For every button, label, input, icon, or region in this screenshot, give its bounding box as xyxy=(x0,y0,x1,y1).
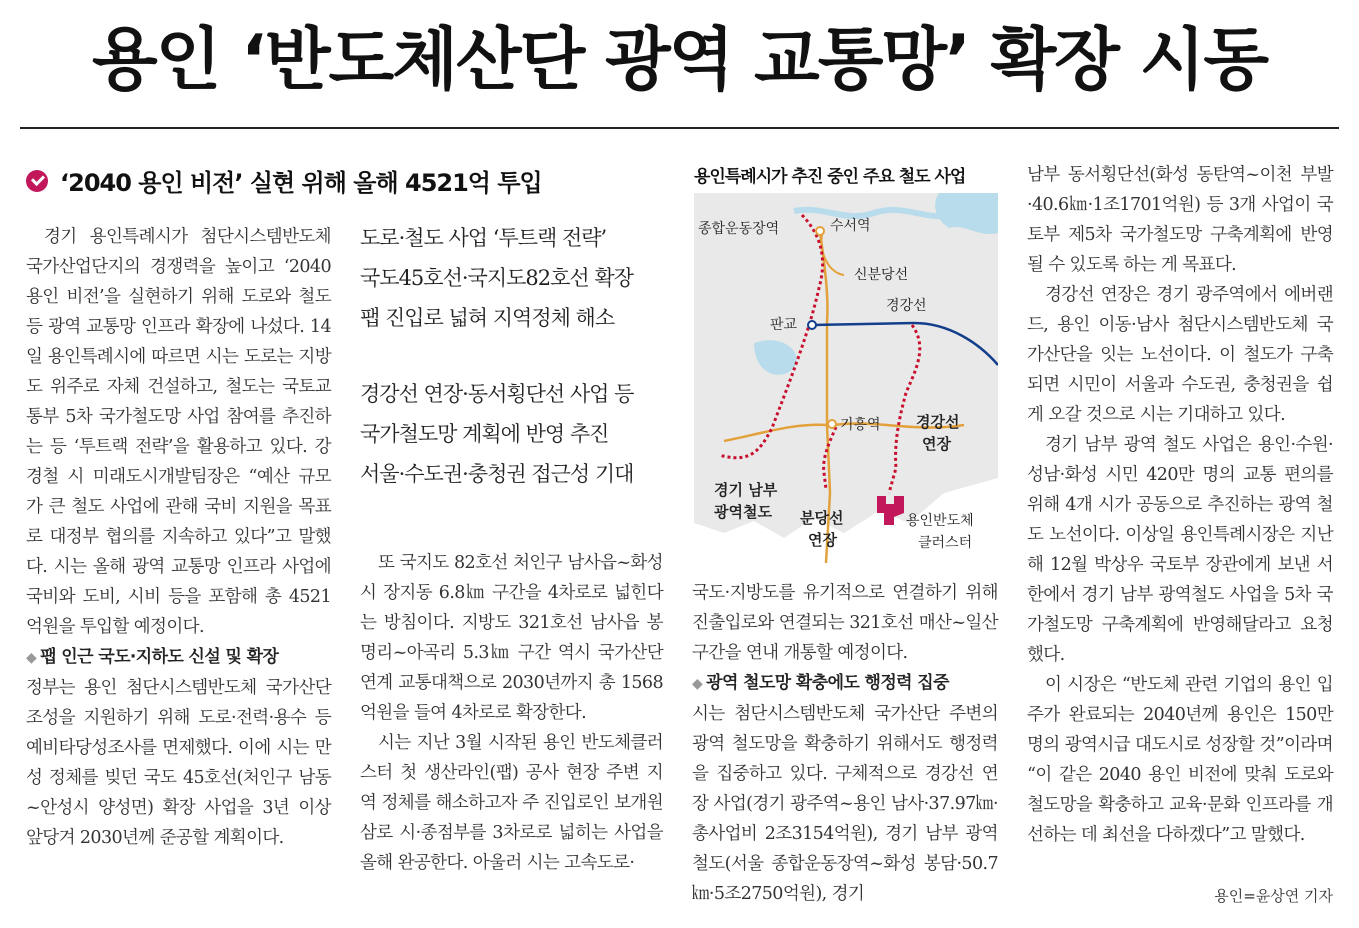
label-pangyo: 판교 xyxy=(770,317,798,333)
column-4 xyxy=(1027,160,1333,850)
byline: 용인=윤상연 기자 xyxy=(1214,887,1333,905)
pull-quote-line: 팹 진입로 넓혀 지역정체 해소 xyxy=(360,306,615,330)
pull-quote-line: 국가철도망 계획에 반영 추진 xyxy=(360,422,609,446)
label-gyeonggang-ext-2: 연장 xyxy=(922,435,951,453)
paragraph: 경강선 연장은 경기 광주역에서 에버랜드, 용인 이동·남사 첨단시스템반도체 국가산단을 잇는 노선이다. 이 철도가 구축되면 시민이 서울과 수도권, 충청권을 쉽게 오갈 것으로 시는 기대하고 있다. xyxy=(1027,285,1333,425)
label-giheung: 기흥역 xyxy=(840,417,881,433)
label-cluster-2: 클러스터 xyxy=(918,535,973,551)
pull-quote-2 xyxy=(360,374,665,494)
label-bundang-ext-2: 연장 xyxy=(808,531,837,549)
paragraph: 경기 남부 광역 철도 사업은 용인·수원·성남·화성 시민 420만 명의 교통 편의를 위해 4개 시가 공동으로 추진하는 광역 철도 노선이다. 이상일 용인특례시장은 지난해 12월 박상우 국토부 장관에게 보낸 서한에서 경기 남부 광역철도 사업을 5차 국가철도망 구축계획에 반영해달라고 요청했다. xyxy=(1027,435,1333,665)
label-suseo: 수서역 xyxy=(830,218,871,234)
giheung-station-icon xyxy=(828,420,836,428)
rail-map-svg xyxy=(694,193,998,567)
headline: 용인 ‘반도체산단 광역 교통망’ 확장 시동 xyxy=(91,21,1268,100)
pull-quote-line: 경강선 연장·동서횡단선 사업 등 xyxy=(360,382,634,406)
section-subhead: ◆ 광역 철도망 확충에도 행정력 집중 xyxy=(692,668,998,699)
paragraph: 또 국지도 82호선 처인구 남사읍~화성시 장지동 6.8㎞ 구간을 4차로로 넓힌다는 방침이다. 지방도 321호선 남사읍 봉명리~아곡리 5.3㎞ 구간 역시 국가산단 연계 교통대책으로 2030년까지 총 1568억원을 들여 4차로로 확장한다. xyxy=(360,553,663,723)
map-title: 용인특례시가 추진 중인 주요 철도 사업 xyxy=(694,167,966,187)
paragraph: 남부 동서횡단선(화성 동탄역~이천 부발·40.6㎞·1조1701억원) 등 3개 사업이 국토부 제5차 국가철도망 구축계획에 반영될 수 있도록 하는 게 목표다. xyxy=(1027,165,1333,275)
label-sports-complex: 종합운동장역 xyxy=(698,221,780,237)
pull-quote-line: 도로·철도 사업 ‘투트랙 전략’ xyxy=(360,226,607,250)
label-sinbundang: 신분당선 xyxy=(854,267,909,283)
column-1 xyxy=(26,222,331,853)
suseo-station-icon xyxy=(816,227,824,235)
headline-rule xyxy=(20,127,1339,129)
column-3 xyxy=(692,578,998,909)
pull-quote-line: 서울·수도권·충청권 접근성 기대 xyxy=(360,462,634,486)
subhead-text: ‘2040 용인 비전’ 실현 위해 올해 4521억 투입 xyxy=(60,169,542,197)
label-south-rail-1: 경기 남부 xyxy=(714,481,778,499)
paragraph: 정부는 용인 첨단시스템반도체 국가산단 조성을 지원하기 위해 도로·전력·용수 등 예비타당성조사를 면제했다. 이에 시는 만성 정체를 빚던 국도 45호선(처인구 남동~안성시 양성면) 확장 사업을 3년 이상 앞당겨 2030년께 준공할 계획이다. xyxy=(26,678,331,848)
label-gyeonggang-ext-1: 경강선 xyxy=(916,413,960,431)
label-south-rail-2: 광역철도 xyxy=(714,503,772,521)
check-icon xyxy=(26,170,48,192)
paragraph: 국도·지방도를 유기적으로 연결하기 위해 진출입로와 연결되는 321호선 매산~일산 구간을 연내 개통할 예정이다. xyxy=(692,583,998,663)
label-cluster-1: 용인반도체 xyxy=(906,513,974,529)
label-bundang-ext-1: 분당선 xyxy=(800,509,844,527)
paragraph: 시는 첨단시스템반도체 국가산단 주변의 광역 철도망을 확충하기 위해서도 행정력을 집중하고 있다. 구체적으로 경강선 연장 사업(경기 광주역~용인 남사·37.97㎞·총사업비 2조3154억원), 경기 남부 광역 철도(서울 종합운동장역~화성 봉담·50.7㎞·5조2750억원), 경기 xyxy=(692,704,998,904)
paragraph: 시는 지난 3월 시작된 용인 반도체클러스터 첫 생산라인(팹) 공사 현장 주변 지역 정체를 해소하고자 주 진입로인 보개원삼로 시·종점부를 3차로로 넓히는 사업을 올해 완공한다. 아울러 시는 고속도로· xyxy=(360,733,663,873)
pangyo-station-icon xyxy=(808,321,816,329)
rail-map xyxy=(694,193,998,567)
section-subhead: ◆ 팹 인근 국도·지하도 신설 및 확장 xyxy=(26,642,331,673)
pull-quote-1 xyxy=(360,218,665,338)
paragraph: 이 시장은 “반도체 관련 기업의 용인 입주가 완료되는 2040년께 용인은 150만 명의 광역시급 대도시로 성장할 것”이라며 “이 같은 2040 용인 비전에 맞춰 도로와 철도망을 확충하고 교육·문화 인프라를 개선하는 데 최선을 다하겠다”고 말했다. xyxy=(1027,675,1333,845)
pull-quote-line: 국도45호선·국지도82호선 확장 xyxy=(360,266,633,290)
subhead xyxy=(26,163,542,198)
paragraph: 경기 용인특례시가 첨단시스템반도체 국가산업단지의 경쟁력을 높이고 ‘2040 용인 비전’을 실현하기 위해 도로와 철도 등 광역 교통망 인프라 확장에 나섰다. 14일 용인특례시에 따르면 시는 도로는 지방도 위주로 자체 건설하고, 철도는 국토교통부 5차 국가철도망 사업 참여를 추진하는 등 ‘투트랙 전략’을 활용하고 있다. 강경철 시 미래도시개발팀장은 “예산 규모가 큰 철도 사업에 관해 국비 지원을 목표로 대정부 협의를 지속하고 있다”고 말했다. 시는 올해 광역 교통망 인프라 사업에 국비와 도비, 시비 등을 포함해 총 4521억원을 투입할 예정이다. xyxy=(26,227,331,637)
column-2 xyxy=(360,548,663,878)
label-gyeonggang: 경강선 xyxy=(886,298,927,314)
